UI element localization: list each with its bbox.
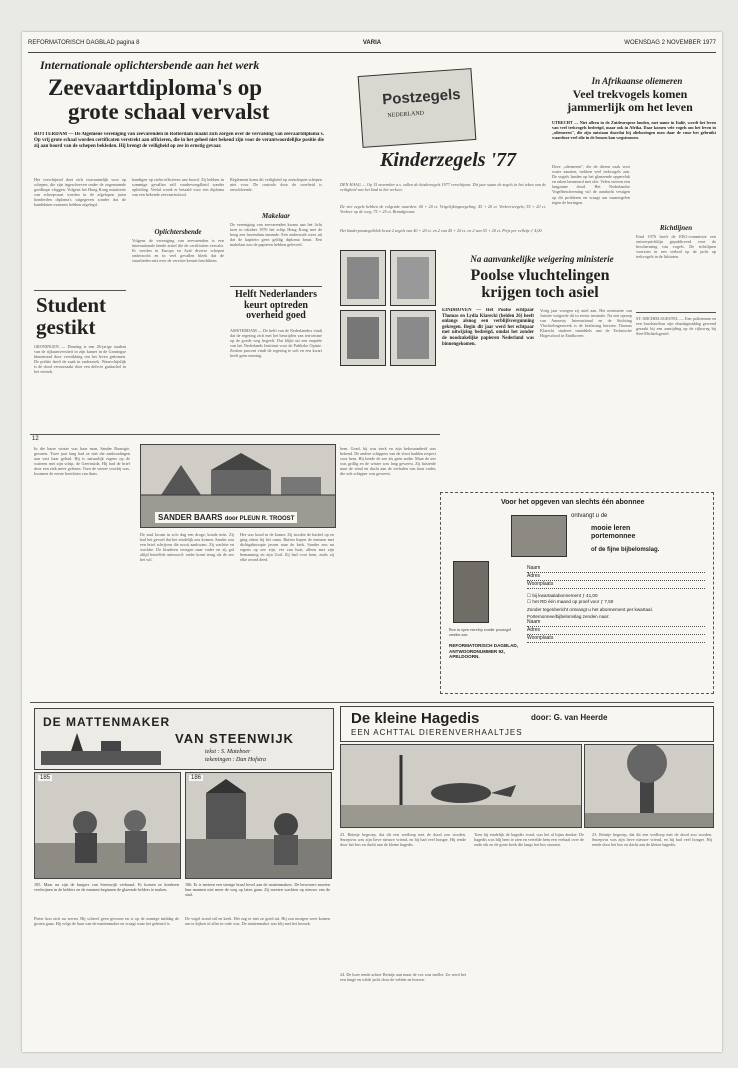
hagedis-header [340, 706, 714, 742]
hagedis-author: door: G. van Heerde [531, 713, 608, 722]
hagedis-illustration-left [340, 744, 582, 828]
kinderzegel-1 [340, 250, 386, 306]
afrikaanse-kicker: In Afrikaanse oliemeren [591, 76, 683, 86]
zeevaart-title [48, 76, 338, 124]
coupon-header: Voor het opgeven van slechts één abonnee [501, 499, 645, 506]
kinderzegels-title: Kinderzegels '77 [380, 149, 517, 171]
zeevaart-body-col1: Het verschijnsel doet zich voornamelijk voor op schepen, die zijn ingeschreven onder de zogenaamde goedkope vlaggen. Volgens het Hong Kong ministerie van scheepvaart worden in de afgelopen jaren honderden diploma's uitgegeven zonder dat de kandidaten examens hebben afgelegd. [34, 177, 126, 208]
panel-186-number: 186 [191, 775, 202, 781]
mattenmaker-text-2: De vogel stond stil en keek. Het zag er niet zo goed uit. Hij zou morgen weer komen om te kijken of alles in orde was. De mattenmaker was blij met het bezoek. [185, 916, 330, 927]
zeevaart-subhead-oplichters: Oplichtersbende [154, 228, 202, 236]
bible-cover-picture [453, 561, 489, 623]
hagedis-text-col1: 23. Reintje begroep, dat dit een wedloop met de dood zou worden. Snoepvos was zijn lieve nieuwe vriend, en hij had veel honger. Hij rende door het bos en dacht aan de kleine hagedis. [340, 832, 466, 848]
student-title-line2: gestikt [36, 315, 96, 340]
serial-author: door PLEUN R. TROOST [224, 516, 295, 522]
zeevaart-body-col3b: De vereniging van zeevarenden kwam aan het licht toen in oktober 1976 het schip Hong Kong met de boeg een havendam rammde. Een onderzoek wees uit dat de kapitein geen geldig diploma bezat. Een makelaar zou de papieren hebben geleverd. [230, 222, 322, 248]
poolse-title-line2: krijgen toch asiel [481, 283, 599, 301]
masthead [28, 40, 716, 53]
hagedis-text-col3: Toen hij eindelijk de hagedis vond, was het al bijna donker. De hagedis was blij hem te zien en vertelde hem een verhaal over de oude eik en de grote beek die langs het bos stroomt. [474, 832, 584, 848]
mattenmaker-panel-185 [34, 772, 181, 879]
coupon-line3: mooie leren portemonnee [591, 525, 636, 540]
coupon-gift-label: Portemonnee/bijbelomslag zenden naar: [527, 614, 610, 619]
student-title-line1: Student [36, 293, 107, 317]
nederlanders-body: AMSTERDAM — De helft van de Nederlanders vindt dat de regering zich met het bestrijden van terrorisme op de goede weg begeeft. Dat blijkt uit een enquête van het Nederlands Instituut voor de Publieke Opinie. Zestien procent vindt de regering te soft en een kwart heeft geen mening. [230, 328, 322, 359]
kinderzegel-3 [340, 310, 386, 366]
zeevaart-kicker: Internationale oplichtersbende aan het werk [40, 58, 260, 72]
masthead-section: VARIA [362, 40, 382, 46]
coupon-address-line2: ANTWOORDNUMMER 92, [449, 648, 505, 654]
nederlanders-title-line1: Helft Nederlanders [235, 289, 317, 300]
kinderzegels-list: De vier zegels hebben de volgende waarden: 40 + 20 ct. Vergelijkingsregeling; 45 + 20 ct. Verkeersregels; 55 + 20 ct. Verkeer op de weg; 75 + 25 ct. Brandgevaar. [340, 204, 546, 215]
stamp-postzegels-text: Postzegels [381, 85, 462, 109]
poolse-kicker: Na aanvankelijke weigering ministerie [470, 254, 614, 264]
masthead-date: WOENSDAG 2 NOVEMBER 1977 [624, 40, 716, 46]
coupon-caption: Bon in open envelop zonder postzegel zenden aan: [449, 627, 511, 638]
coupon-address-field[interactable]: Adres [527, 573, 705, 581]
zeevaart-body-col2: handigen op radio-officieren aan boord. Zij hebben in sommige gevallen zelf vaarbevoegdheid zonder opleiding. Veelal wordt er betaald voor een diploma van een bekende zeevaartschool. [132, 177, 224, 198]
coupon-city-field[interactable]: Woonplaats [527, 581, 705, 589]
hagedis-illustration-right [584, 744, 714, 828]
hagedis-text-col4: 23. Reintje begroep, dat dit een wedloop met de dood zou worden. Snoepvos was zijn lieve nieuwe vriend, en hij had veel honger. Hij rende door het bos en dacht aan de kleine hagedis. [592, 832, 712, 848]
coupon-option-2[interactable]: ☐ het RD één maand op proef voor ƒ 7,50 [527, 599, 614, 604]
hagedis-title: De kleine Hagedis [351, 710, 480, 727]
kinderzegels-stamp-illustration [358, 68, 477, 148]
coupon-line2: ontvangt u de [571, 513, 608, 519]
coupon-note: Zonder tegenbericht ontvangt u het abonnement per kwartaal. [527, 607, 653, 612]
serial-episode-number: 12 [32, 436, 39, 442]
zeevaart-subhead-makelaar: Makelaar [262, 212, 290, 220]
mattenmaker-title-2: VAN STEENWIJK [175, 731, 294, 746]
serial-col1: In die barre winter was haar man, Sander Baarsgie, gevaren. Twee jaar lang had ze niet die aanhoudingen aan vast haar gehad. Hij is natuurlijk ergens op de wateren met zijn schip, de Geertruida. Hij had de brief door een ziek meer gelezen. Toen de winter voorbij was, kwamen de eerste berichten van thuis. [34, 446, 130, 477]
zeevaart-title-line2: grote schaal vervalst [68, 99, 270, 125]
sander-baars-illustration [140, 444, 336, 528]
mattenmaker-title-1: DE MATTENMAKER [43, 715, 171, 729]
coupon-gift-name-field[interactable]: Naam [527, 619, 705, 627]
panel-185-number: 185 [40, 775, 51, 781]
mattenmaker-header [34, 708, 334, 770]
wallet-picture [511, 515, 567, 557]
student-body: GRONINGEN — Dinsdag is een 26-jarige student van de rijksuniversiteit in zijn kamer in de Groningse binnenstad door verstikking om het leven gekomen. De politie heeft de zaak in onderzoek. Waarschijnlijk is de dood veroorzaakt door een defecte gaskachel in het vertrek. [34, 344, 126, 375]
poolse-lead: EINDHOVEN — Het Poolse echtpaar Thomas en Lydia Klarecki (beiden 26) heeft onlangs alsnog een verblijfsvergunning gekregen. Begin dit jaar werd het echtpaar met uitwijzing bedreigd, omdat het zonder de noodzakelijke papieren Nederland was binnengekomen. [442, 308, 534, 347]
mattenmaker-credits-drawings: tekeningen : Dan Hofstra [205, 757, 267, 763]
stamp-small-text: NEDERLAND [387, 110, 425, 120]
afrikaanse-subhead: Richtlijnen [659, 224, 693, 232]
coupon-line4: of de fijne bijbelomslag. [591, 547, 660, 553]
afrikaanse-title-line1: Veel trekvogels komen [572, 87, 688, 101]
serial-title-banner [155, 512, 297, 523]
mattenmaker-panel-186 [185, 772, 332, 879]
newspaper-page [22, 32, 722, 1052]
coupon-option-1[interactable]: ☐ bij kwartaalabonnement ƒ 41,00 [527, 593, 598, 598]
coupon-gift-address-field[interactable]: Adres [527, 627, 705, 635]
coupon-form [527, 565, 705, 643]
serial-col2: De stad kwam in zo'n dag een droge, koude mist. Zij had het gevoel dat het eindelijk zou komen. Sander zou een brief schrijven die nooit aankwam. Zij wachtte en wachtte. De kinderen vroegen naar vader en zij gaf altijd hetzelfde antwoord: vader komt terug als de zee het wil. [140, 532, 234, 563]
afrikaanse-title [542, 88, 718, 113]
serial-col3: Het was koud in de kamer. Zij stookte de kachel op en ging zitten bij het raam. Buiten liepen de mensen met dichtgeknoopte jassen naar de kerk. Sander zou nu ergens op zee zijn, ver van huis, alleen met zijn bemanning en zijn God. Zij bad voor hem, zoals zij elke avond deed. [240, 532, 334, 563]
coupon-address [449, 643, 519, 660]
afrikaanse-body-col2: Eind 1976 heeft de EEG-commissie een ontwerprichtlijn gepubliceerd voor de bescherming van vogels. De richtlijnen voorzien in een verbod op de jacht op trekvogels in de lidstaten. [636, 234, 716, 260]
serial-title: SANDER BAARS [158, 513, 223, 522]
hagedis-text-col2: 24. De boer rende achter Reintje aan maar de vos was sneller. Zo werd het een lange en wilde jacht door de velden en bossen. [340, 972, 466, 983]
serial-col4: hem. Goed, hij was sterk en zijn bekwaamheid was bekend. De andere schippers van de vloot hadden respect voor hem. Hij kende de zee als geen ander. Maar de zee was grillig en de winter was lang geweest. Zij luisterde naar de wind en dacht aan de verhalen van haar vader, die ook schipper was geweest. [340, 446, 436, 477]
coupon-address-line1: REFORMATORISCH DAGBLAD, [449, 643, 518, 648]
masthead-paper-name: REFORMATORISCH DAGBLAD pagina 8 [28, 40, 140, 46]
mattenmaker-skyline-drawing [41, 733, 161, 765]
panel-185-drawing [35, 773, 180, 878]
zeevaart-body-col2b: Volgens de vereniging van zeevarenden is een internationale bende actief die de certificaten vervalst. Er werden in Europa en Azië diverse schepen onderzocht en in veel gevallen bleek dat de stuurlieden niet over de vereiste kennis beschikten. [132, 238, 224, 264]
kinderzegels-intro: DEN HAAG — Op 15 november a.s. zullen de kinderzegels 1977 verschijnen. Dit jaar staan de zegels in het teken van de veiligheid van het kind in het verkeer. [340, 182, 546, 193]
nederlanders-title-line3: overheid goed [246, 310, 306, 321]
afrikaanse-lead: UTRECHT — Niet alleen in de Zuideuropese landen, met name in Italië, wordt het leven van veel trekvogels bedreigd, maar ook in Afrika. Daar komen vele vogels om het leven in „oliemeren", die zijn ontstaan doordat bij olieboringen men daar de vuur het gebruikt waardoor veel olie in de bossen kan wegstromen. [552, 120, 716, 141]
hagedis-subtitle: EEN ACHTTAL DIERENVERHAALTJES [351, 728, 523, 737]
kinderzegel-2 [390, 250, 436, 306]
hagedis-fox-drawing [341, 745, 581, 827]
panel-186-caption: 186. Er is meteen een strenge braaf bevel aan de mattenmakers. De bewoners moeten hun mannen niet meer de weg op laten gaan. Zij moeten wachten op nieuws van de stad. [185, 882, 330, 898]
panel-186-drawing [186, 773, 331, 878]
coupon-gift-city-field[interactable]: Woonplaats [527, 635, 705, 643]
poolse-body: Vorig jaar vroegen zij asiel aan. Het ministerie van Justitie weigerde dit in eerste instantie. Na een oproep van Amnesty International en de Stichting Vluchtelingenwerk is de beslissing herzien. Thomas Klarecki studeert inmiddels aan de Technische Hogeschool in Eindhoven. [540, 308, 632, 339]
zeevaart-body-col3: Reglement komt dit veiligheid op zeeschepen schepen niet voor. De controle door de overheid is onvoldoende. [230, 177, 322, 193]
nederlanders-title-line2: keurt optreden [244, 299, 308, 311]
poolse-title [442, 268, 638, 302]
kinderzegel-4 [390, 310, 436, 366]
kinderzegels-footer: Het kinderpostzegelblok bevat 2 zegels van 40 + 20 ct. en 2 van 45 + 20 ct. en 2 van 55 + 20 ct. Prijs per velletje ƒ 4,00. [340, 228, 543, 233]
zeevaart-title-line1: Zeevaartdiploma's op [48, 75, 263, 100]
coupon-name-field[interactable]: Naam [527, 565, 705, 573]
panel-185-caption: 185. Maar nu zijn de burgers van Steenwijk verbaasd. Er komen ze kinderen verdwijnen in de kelders en de mannen beginnen de glazende kelders te maken. [34, 882, 179, 893]
subscription-coupon [440, 492, 714, 694]
michielsgestel-body: ST.-MICHIELSGESTEL — Een politieman en een buschauffeur zijn dinsdagmiddag gewond geraakt bij een aanrijding op de rijksweg bij Sint-Michielsgestel. [636, 316, 716, 337]
afrikaanse-title-line2: jammerlijk om het leven [567, 99, 693, 114]
zeevaart-lead: ROTTERDAM — De Algemene vereniging van zeevarenden in Rotterdam maakt zich zorgen over de vervalsing van zeevaartdiploma's. Op vrij grote schaal worden certificaten verstrekt aan officieren, die in het geheel niet bekend zijn voor de verantwoordelijke positie die zij aan boord van de schepen bekleden. Hij brengt de veiligheid op zee in ernstig gevaar. [34, 132, 324, 149]
afrikaanse-body-col1: Deze „oliemeren", die de dieren vaak voor water aanzien, trekken veel trekvogels aan. De vogels landen op het glanzende oppervlak en raken besmeurd met olie. Velen sterven een langzame dood. Het Nederlandse Vogelbescherming wil de aandacht vestigen op dit probleem en vraagt om maatregelen tegen de boringen. [552, 164, 630, 205]
student-title [36, 294, 126, 338]
hagedis-tree-drawing [585, 745, 713, 827]
nederlanders-title [230, 290, 322, 322]
mattenmaker-credits-text: tekst : S. Mateboer [205, 749, 251, 755]
mattenmaker-text-1: Pieter kon zich nu weren. Hij schreef geen gewoon en is op de zonnige middag de groten gaan. Hij volgt de haas van de mattenmaker en vraagt waar het gebeurd is. [34, 916, 179, 927]
poolse-title-line1: Poolse vluchtelingen [470, 267, 610, 284]
coupon-address-line3: APELDOORN. [449, 654, 480, 660]
